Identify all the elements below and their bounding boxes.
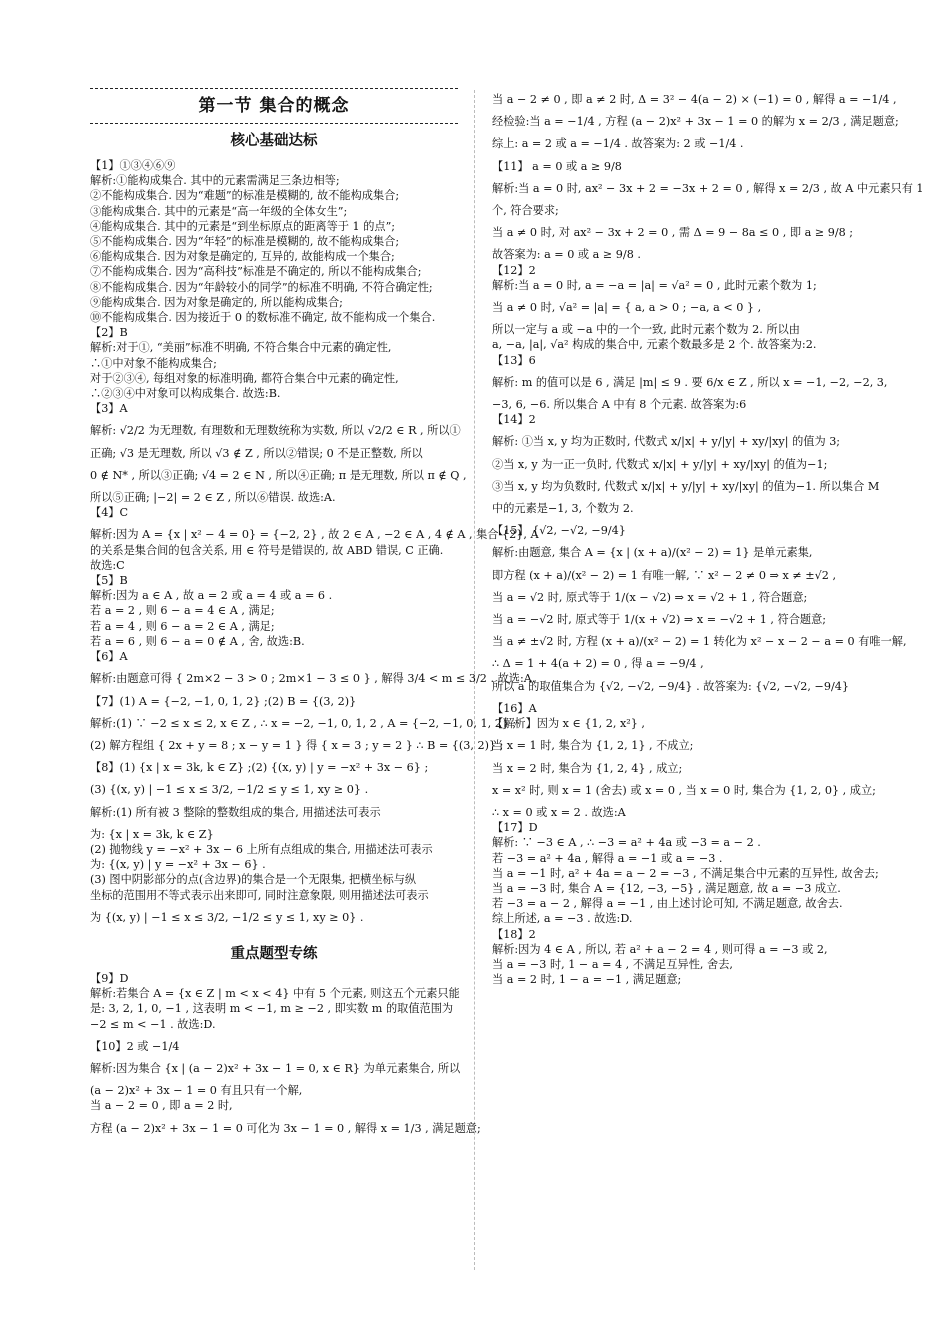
text-line: 个, 符合要求; — [492, 204, 559, 218]
text-line: 当 x = 2 时, 集合为 {1, 2, 4} , 成立; — [492, 761, 683, 775]
text-line: (a − 2)x² + 3x − 1 = 0 有且只有一个解, — [90, 1084, 303, 1098]
text-line: 解析: ①当 x, y 均为正数时, 代数式 x/|x| + y/|y| + xy/|xy| 的值为 3; — [492, 435, 841, 449]
text-line: (2) 解方程组 { 2x + y = 8 ; x − y = 1 } 得 { x = 3 ; y = 2 } ∴ B = {(3, 2)} ; — [90, 738, 504, 752]
text-line: 当 a ≠ ±√2 时, 方程 (x + a)/(x² − 2) = 1 转化为 x² − x − 2 − a = 0 有唯一解, — [492, 635, 907, 649]
text-line: 当 a − 2 = 0 , 即 a = 2 时, — [90, 1099, 233, 1113]
text-line: 当 a ≠ 0 时, 对 ax² − 3x + 2 = 0 , 需 Δ = 9 − 8a ≤ 0 , 即 a ≥ 9/8 ; — [492, 226, 854, 240]
text-line: (3) {(x, y) | −1 ≤ x ≤ 3/2, −1/2 ≤ y ≤ 1, xy ≥ 0} . — [90, 783, 369, 797]
text-line: 解析:当 a = 0 时, a = −a = |a| = √a² = 0 , 此时元素个数为 1; — [492, 278, 817, 292]
text-line: ④能构成集合. 其中的元素是“到坐标原点的距离等于 1 的点”; — [90, 219, 396, 233]
text-line: ⑨能构成集合. 因为对象是确定的, 所以能构成集合; — [90, 295, 343, 309]
text-line: 若 −3 = a − 2 , 解得 a = −1 , 由上述讨论可知, 不满足题意, 故舍去. — [492, 897, 843, 911]
text-line: 若 −3 = a² + 4a , 解得 a = −1 或 a = −3 . — [492, 851, 723, 865]
text-line: 解析:由题意, 集合 A = {x | (x + a)/(x² − 2) = 1} 是单元素集, — [492, 546, 813, 560]
text-line: 【7】(1) A = {−2, −1, 0, 1, 2} ;(2) B = {(3, 2)} — [90, 694, 357, 708]
text-line: (3) 图中阴影部分的点(含边界)的集合是一个无限集, 把横坐标与纵 — [90, 873, 417, 887]
text-line: 当 a = −1 时, a² + 4a = a − 2 = −3 , 不满足集合中元素的互异性, 故舍去; — [492, 866, 879, 880]
text-line: 【8】(1) {x | x = 3k, k ∈ Z} ;(2) {(x, y) | y = −x² + 3x − 6} ; — [90, 761, 429, 775]
text-line: 解析: ∵ −3 ∈ A , ∴ −3 = a² + 4a 或 −3 = a − 2 . — [492, 836, 761, 850]
text-line: ⑥能构成集合. 因为对象是确定的, 互异的, 故能构成一个集合; — [90, 250, 395, 264]
text-line: 【4】C — [90, 506, 129, 520]
text-line: 故选:C — [90, 558, 125, 572]
text-line: 解析: √2/2 为无理数, 有理数和无理数统称为实数, 所以 √2/2 ∈ R , 所以① — [90, 424, 461, 438]
text-line: 解析:(1) ∵ −2 ≤ x ≤ 2, x ∈ Z , ∴ x = −2, −1, 0, 1, 2 , A = {−2, −1, 0, 1, 2} ; — [90, 716, 517, 730]
text-line: 所以⑤正确; |−2| = 2 ∈ Z , 所以⑥错误. 故选:A. — [90, 491, 336, 505]
text-line: ∴②③④中对象可以构成集合. 故选:B. — [90, 387, 281, 401]
text-line: 的关系是集合间的包含关系, 用 ∈ 符号是错误的, 故 ABD 错误, C 正确. — [90, 543, 444, 557]
text-line: 综上: a = 2 或 a = −1/4 . 故答案为: 2 或 −1/4 . — [492, 137, 744, 151]
text-line: 【5】B — [90, 574, 128, 588]
right-body — [492, 92, 924, 987]
text-line: 解析:对于①, “美丽”标准不明确, 不符合集合中元素的确定性, — [90, 341, 392, 355]
text-line: 即方程 (x + a)/(x² − 2) = 1 有唯一解, ∵ x² − 2 ≠ 0 ⇒ x ≠ ±√2 , — [492, 568, 836, 582]
text-line: 解析:因为 4 ∈ A , 所以, 若 a² + a − 2 = 4 , 则可得 a = −3 或 2, — [492, 942, 828, 956]
text-line: −2 ≤ m < −1 . 故选:D. — [90, 1017, 216, 1031]
text-line: 【9】D — [90, 971, 129, 985]
text-line: 解析:当 a = 0 时, ax² − 3x + 2 = −3x + 2 = 0 , 解得 x = 2/3 , 故 A 中元素只有 1 — [492, 181, 924, 195]
text-line: 所以一定与 a 或 −a 中的一个一致, 此时元素个数为 2. 所以由 — [492, 323, 800, 337]
text-line: 当 a = 2 时, 1 − a = −1 , 满足题意; — [492, 973, 682, 987]
text-line: 当 a = −√2 时, 原式等于 1/(x + √2) ⇒ x = −√2 + 1 , 符合题意; — [492, 613, 827, 627]
text-line: 【16】A — [492, 701, 537, 715]
section-heading-topics: 重点题型专练 — [230, 945, 318, 962]
text-line: 当 a = −3 时, 1 − a = 4 , 不满足互异性, 舍去, — [492, 957, 733, 971]
text-line: 综上所述, a = −3 . 故选:D. — [492, 912, 633, 926]
right-column — [492, 92, 924, 987]
page-title: 第一节 集合的概念 — [198, 96, 350, 116]
text-line: 当 a = −3 时, 集合 A = {12, −3, −5} , 满足题意, 故 a = −3 成立. — [492, 881, 841, 895]
text-line: 对于②③④, 每组对象的标准明确, 都符合集合中元素的确定性, — [90, 371, 399, 385]
text-line: 故答案为: a = 0 或 a ≥ 9/8 . — [492, 248, 641, 262]
text-line: 【13】6 — [492, 353, 536, 367]
left-body-2 — [90, 971, 481, 1136]
text-line: 解析: m 的值可以是 6 , 满足 |m| ≤ 9 . 要 6/x ∈ Z , 所以 x = −1, −2, −2, 3, — [492, 375, 888, 389]
text-line: 当 a − 2 ≠ 0 , 即 a ≠ 2 时, Δ = 3² − 4(a − 2) × (−1) = 0 , 解得 a = −1/4 , — [492, 93, 897, 106]
text-line: ⑤不能构成集合. 因为“年轻”的标准是模糊的, 故不能构成集合; — [90, 235, 400, 249]
text-line: 坐标的范围用不等式表示出来即可, 同时注意象限, 则用描述法可表示 — [90, 888, 429, 902]
text-line: 当 a = √2 时, 原式等于 1/(x − √2) ⇒ x = √2 + 1 , 符合题意; — [492, 590, 808, 604]
text-line: 【解析】因为 x ∈ {1, 2, x²} , — [492, 717, 645, 731]
text-line: 解析:因为集合 {x | (a − 2)x² + 3x − 1 = 0, x ∈ R} 为单元素集合, 所以 — [90, 1061, 461, 1075]
text-line: 解析:因为 A = {x | x² − 4 = 0} = {−2, 2} , 故 2 ∈ A , −2 ∈ A , 4 ∉ A , 集合 {2}, A — [90, 528, 539, 542]
text-line: 【17】D — [492, 821, 538, 835]
text-line: (2) 抛物线 y = −x² + 3x − 6 上所有点组成的集合, 用描述法可表示 — [90, 842, 433, 856]
text-line: 【12】2 — [492, 263, 536, 277]
text-line: 当 a ≠ 0 时, √a² = |a| = { a, a > 0 ; −a, a < 0 } , — [492, 301, 762, 315]
text-line: 当 x = 1 时, 集合为 {1, 2, 1} , 不成立; — [492, 739, 694, 753]
text-line: 正确; √3 是无理数, 所以 √3 ∉ Z , 所以②错误; 0 不是正整数, 所以 — [90, 446, 423, 460]
text-line: 【3】A — [90, 402, 128, 416]
title-dashed-rule — [90, 123, 458, 124]
text-line: 解析:若集合 A = {x ∈ Z | m < x < 4} 中有 5 个元素, 则这五个元素只能 — [90, 987, 460, 1001]
text-line: 【18】2 — [492, 927, 536, 941]
text-line: ∴①中对象不能构成集合; — [90, 356, 217, 370]
text-line: −3, 6, −6. 所以集合 A 中有 8 个元素. 故答案为:6 — [492, 398, 747, 412]
text-line: 0 ∉ N* , 所以③正确; √4 = 2 ∈ N , 所以④正确; π 是无理数, 所以 π ∉ Q , — [90, 468, 467, 482]
text-line: ⑧不能构成集合. 因为“年龄较小的同学”的标准不明确, 不符合确定性; — [90, 280, 433, 294]
text-line: 【14】2 — [492, 413, 536, 427]
text-line: 若 a = 2 , 则 6 − a = 4 ∈ A , 满足; — [90, 604, 275, 618]
text-line: 所以 a 的取值集合为 {√2, −√2, −9/4} . 故答案为: {√2, −√2, −9/4} — [492, 679, 849, 693]
text-line: ②当 x, y 为一正一负时, 代数式 x/|x| + y/|y| + xy/|xy| 的值为−1; — [492, 457, 828, 471]
text-line: ∴ x = 0 或 x = 2 . 故选:A — [492, 805, 626, 819]
text-line: 解析:由题意可得 { 2m×2 − 3 > 0 ; 2m×1 − 3 ≤ 0 } , 解得 3/4 < m ≤ 3/2 . 故选:A. — [90, 672, 536, 686]
text-line: 为 {(x, y) | −1 ≤ x ≤ 3/2, −1/2 ≤ y ≤ 1, xy ≥ 0} . — [90, 910, 364, 924]
text-line: ⑩不能构成集合. 因为接近于 0 的数标准不确定, 故不能构成一个集合. — [90, 311, 436, 325]
section-heading-basic: 核心基础达标 — [230, 133, 318, 149]
text-line: ③当 x, y 均为负数时, 代数式 x/|x| + y/|y| + xy/|xy| 的值为−1. 所以集合 M — [492, 479, 880, 493]
text-line: 【15】 {√2, −√2, −9/4} — [492, 524, 626, 538]
text-line: 【2】B — [90, 326, 128, 340]
text-line: 【10】2 或 −1/4 — [90, 1039, 180, 1053]
text-line: 方程 (a − 2)x² + 3x − 1 = 0 可化为 3x − 1 = 0 , 解得 x = 1/3 , 满足题意; — [90, 1121, 481, 1135]
text-line: 中的元素是−1, 3, 个数为 2. — [492, 502, 634, 516]
text-line: 【1】①③④⑥⑨ — [90, 159, 176, 172]
text-line: 若 a = 4 , 则 6 − a = 2 ∈ A , 满足; — [90, 619, 275, 633]
text-line: 解析:(1) 所有被 3 整除的整数组成的集合, 用描述法可表示 — [90, 805, 381, 819]
text-line: a, −a, |a|, √a² 构成的集合中, 元素个数最多是 2 个. 故答案为:2. — [492, 338, 817, 352]
text-line: 为: {(x, y) | y = −x² + 3x − 6} . — [90, 858, 266, 872]
text-line: 【11】 a = 0 或 a ≥ 9/8 — [492, 159, 622, 173]
text-line: ⑦不能构成集合. 因为“高科技”标准是不确定的, 所以不能构成集合; — [90, 265, 422, 279]
text-line: 若 a = 6 , 则 6 − a = 0 ∉ A , 舍, 故选:B. — [90, 634, 305, 648]
text-line: 为: {x | x = 3k, k ∈ Z} — [90, 827, 214, 841]
text-line: 【6】A — [90, 650, 128, 664]
text-line: 是: 3, 2, 1, 0, −1 , 这表明 m < −1, m ≥ −2 , 即实数 m 的取值范围为 — [90, 1002, 454, 1016]
text-line: 解析:因为 a ∈ A , 故 a = 2 或 a = 4 或 a = 6 . — [90, 589, 333, 603]
text-line: 经检验:当 a = −1/4 , 方程 (a − 2)x² + 3x − 1 = 0 的解为 x = 2/3 , 满足题意; — [492, 115, 899, 129]
text-line: 解析:①能构成集合. 其中的元素需满足三条边相等; — [90, 174, 340, 188]
text-line: x = x² 时, 则 x = 1 (舍去) 或 x = 0 , 当 x = 0 时, 集合为 {1, 2, 0} , 成立; — [492, 783, 876, 797]
text-line: ∴ Δ = 1 + 4(a + 2) = 0 , 得 a = −9/4 , — [492, 657, 704, 671]
text-line: ②不能构成集合. 因为“难题”的标准是模糊的, 故不能构成集合; — [90, 189, 400, 203]
text-line: ③能构成集合. 其中的元素是“高一年级的全体女生”; — [90, 204, 348, 218]
